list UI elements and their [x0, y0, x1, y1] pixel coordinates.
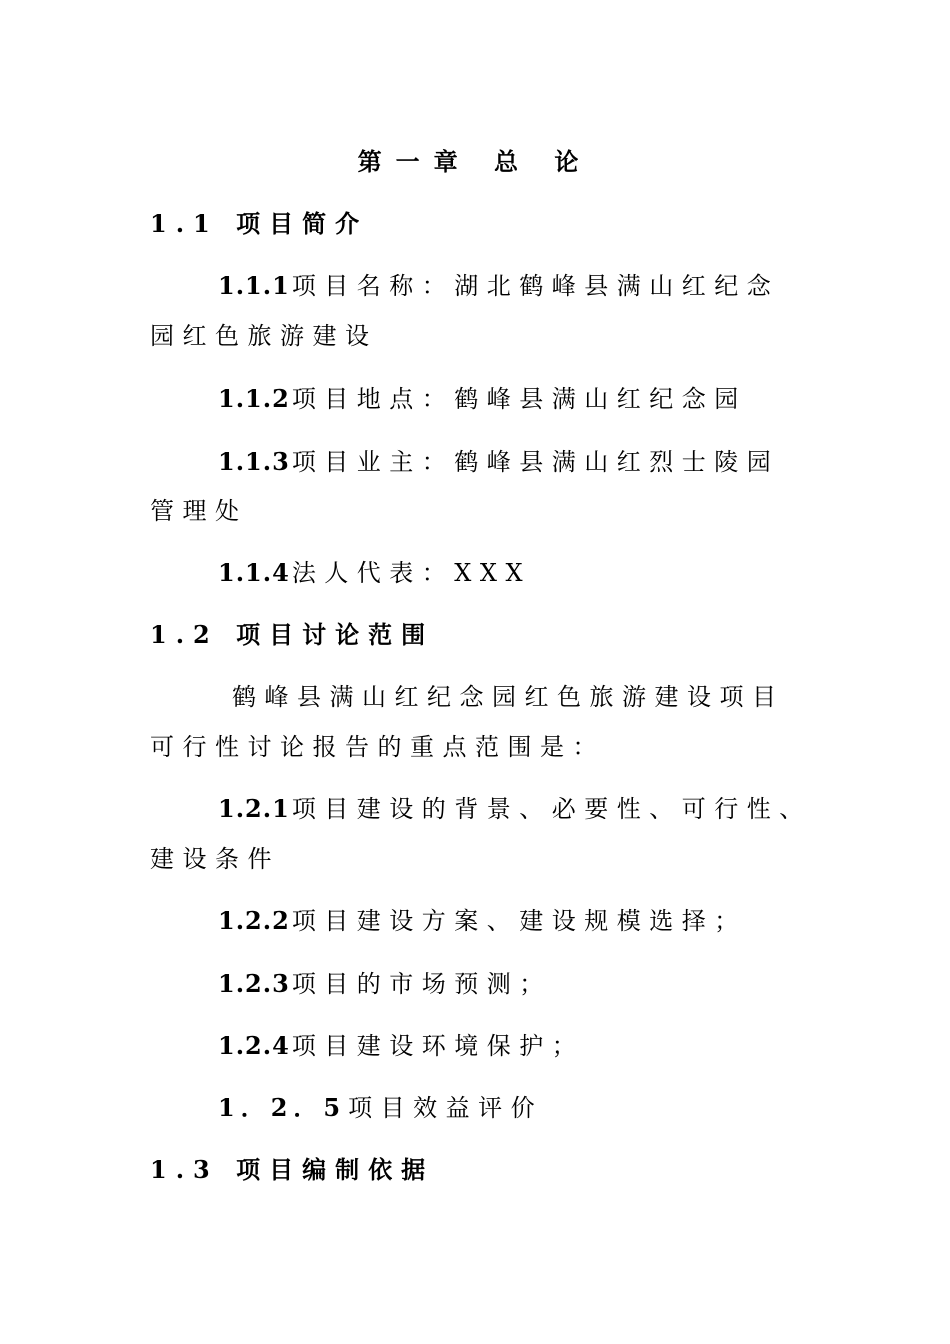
item-1-2-4 [218, 1030, 584, 1062]
item-1-2-3 [218, 968, 552, 1000]
scope-intro-continuation: 可行性讨论报告的重点范围是： [150, 733, 605, 761]
item-number: 1.1.1 [218, 271, 290, 300]
item-text: 项目效益评价 [348, 1094, 544, 1122]
item-1-1-1 [218, 270, 779, 302]
section-heading-1-2: 1.2 项目讨论范围 [150, 620, 435, 649]
item-text: 项目业主：鹤峰县满山红烈士陵园 [291, 448, 780, 476]
item-number: 1.1.3 [218, 447, 290, 476]
item-text: 项目的市场预测； [291, 970, 552, 998]
item-1-2-1 [218, 793, 812, 825]
scope-intro: 鹤峰县满山红纪念园红色旅游建设项目 [232, 683, 785, 711]
item-text: 项目地点：鹤峰县满山红纪念园 [291, 385, 747, 413]
item-text: 项目建设环境保护； [291, 1032, 585, 1060]
item-1-1-1-continuation: 园红色旅游建设 [150, 322, 378, 350]
item-1-2-2 [218, 905, 747, 937]
item-number: 1．2．5 [218, 1093, 347, 1122]
item-text: 法人代表：XXX [291, 559, 532, 587]
item-number: 1.1.4 [218, 558, 290, 587]
item-number: 1.2.1 [218, 794, 290, 823]
item-text: 项目建设的背景、必要性、可行性、 [291, 795, 812, 823]
item-number: 1.1.2 [218, 384, 290, 413]
section-heading-1-3: 1.3 项目编制依据 [150, 1155, 435, 1184]
item-number: 1.2.3 [218, 969, 290, 998]
item-text: 项目建设方案、建设规模选择； [291, 907, 747, 935]
item-1-2-5 [218, 1092, 543, 1124]
item-number: 1.2.4 [218, 1031, 290, 1060]
item-1-1-3 [218, 446, 779, 478]
chapter-title: 第一章 总 论 [357, 147, 593, 176]
section-heading-1-1: 1.1 项目简介 [150, 209, 369, 238]
item-text: 项目名称：湖北鹤峰县满山红纪念 [291, 272, 780, 300]
item-1-2-1-continuation: 建设条件 [150, 845, 280, 873]
item-number: 1.2.2 [218, 906, 290, 935]
item-1-1-4 [218, 557, 531, 589]
item-1-1-3-continuation: 管理处 [150, 497, 248, 525]
item-1-1-2 [218, 383, 747, 415]
